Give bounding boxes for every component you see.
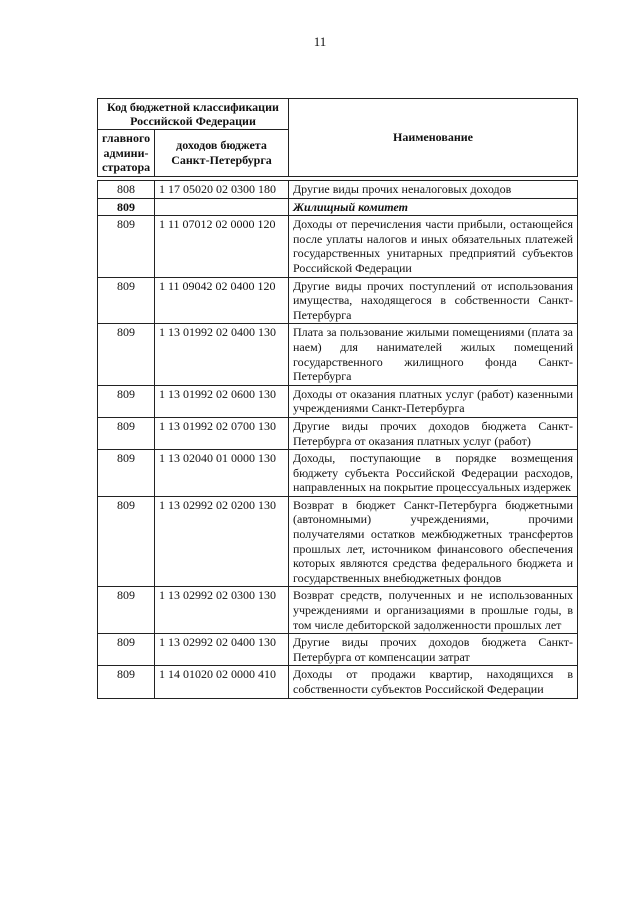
income-table [97,180,578,699]
income-code-cell: 1 13 02992 02 0300 130 [155,587,289,634]
income-code-cell: 1 14 01020 02 0000 410 [155,666,289,698]
name-cell: Плата за пользование жилыми помещениями (плата за наем) для нанимателей жилых помещений государственного жилищного фонда Санкт-Петербурга [289,324,578,385]
admin-code-cell: 809 [98,666,155,698]
income-column-header: доходов бюджета Санкт-Петербурга [155,130,289,177]
name-cell: Другие виды прочих неналоговых доходов [289,181,578,199]
admin-column-header: главного админи-стратора [98,130,155,177]
income-code-cell: 1 11 07012 02 0000 120 [155,216,289,277]
table-row [98,587,578,634]
admin-code-cell: 809 [98,450,155,497]
table-row [98,277,578,324]
table-row [98,385,578,417]
name-cell: Доходы от оказания платных услуг (работ) казенными учреждениями Санкт-Петербурга [289,385,578,417]
name-cell: Другие виды прочих доходов бюджета Санкт-Петербурга от компенсации затрат [289,634,578,666]
income-code-cell: 1 13 01992 02 0600 130 [155,385,289,417]
table-row [98,417,578,449]
admin-code-cell: 809 [98,634,155,666]
page-number: 11 [313,34,327,49]
name-cell: Доходы, поступающие в порядке возмещения бюджету субъекта Российской Федерации расходов, направленных на покрытие процессуальных издержек [289,450,578,497]
income-code-cell [155,198,289,216]
admin-code-cell: 809 [98,417,155,449]
admin-code-cell: 809 [98,216,155,277]
income-code-cell: 1 13 02992 02 0400 130 [155,634,289,666]
name-cell: Доходы от перечисления части прибыли, остающейся после уплаты налогов и иных обязательных платежей государственных унитарных предприятий субъектов Российской Федерации [289,216,578,277]
admin-code-cell: 809 [98,277,155,324]
income-code-cell: 1 13 01992 02 0700 130 [155,417,289,449]
admin-code-cell: 809 [98,496,155,587]
admin-code-cell: 809 [98,198,155,216]
table-row [98,496,578,587]
income-code-cell: 1 13 02040 01 0000 130 [155,450,289,497]
table-row [98,450,578,497]
name-cell: Другие виды прочих доходов бюджета Санкт-Петербурга от оказания платных услуг (работ) [289,417,578,449]
name-cell: Жилищный комитет [289,198,578,216]
table-header [97,98,578,177]
admin-code-cell: 809 [98,324,155,385]
admin-code-cell: 809 [98,385,155,417]
income-code-cell: 1 13 02992 02 0200 130 [155,496,289,587]
name-column-header: Наименование [289,99,578,177]
income-code-cell: 1 11 09042 02 0400 120 [155,277,289,324]
admin-code-cell: 808 [98,181,155,199]
table-row [98,216,578,277]
income-code-cell: 1 17 05020 02 0300 180 [155,181,289,199]
name-cell: Другие виды прочих поступлений от использования имущества, находящегося в собственности Санкт-Петербурга [289,277,578,324]
name-cell: Возврат средств, полученных и не использованных учреждениями и организациями в прошлые годы, в том числе дебиторской задолженности прошлых лет [289,587,578,634]
income-code-cell: 1 13 01992 02 0400 130 [155,324,289,385]
table-row [98,198,578,216]
classification-header: Код бюджетной классификации Российской Федерации [98,99,289,130]
table-row [98,634,578,666]
table-row [98,666,578,698]
name-cell: Доходы от продажи квартир, находящихся в собственности субъектов Российской Федерации [289,666,578,698]
admin-code-cell: 809 [98,587,155,634]
table-row [98,181,578,199]
name-cell: Возврат в бюджет Санкт-Петербурга бюджетными (автономными) учреждениями, прочими получателями остатков межбюджетных трансфертов прошлых лет, источником финансового обеспечения которых являются средства федерального бюджета и государственных внебюджетных фондов [289,496,578,587]
table-row [98,324,578,385]
